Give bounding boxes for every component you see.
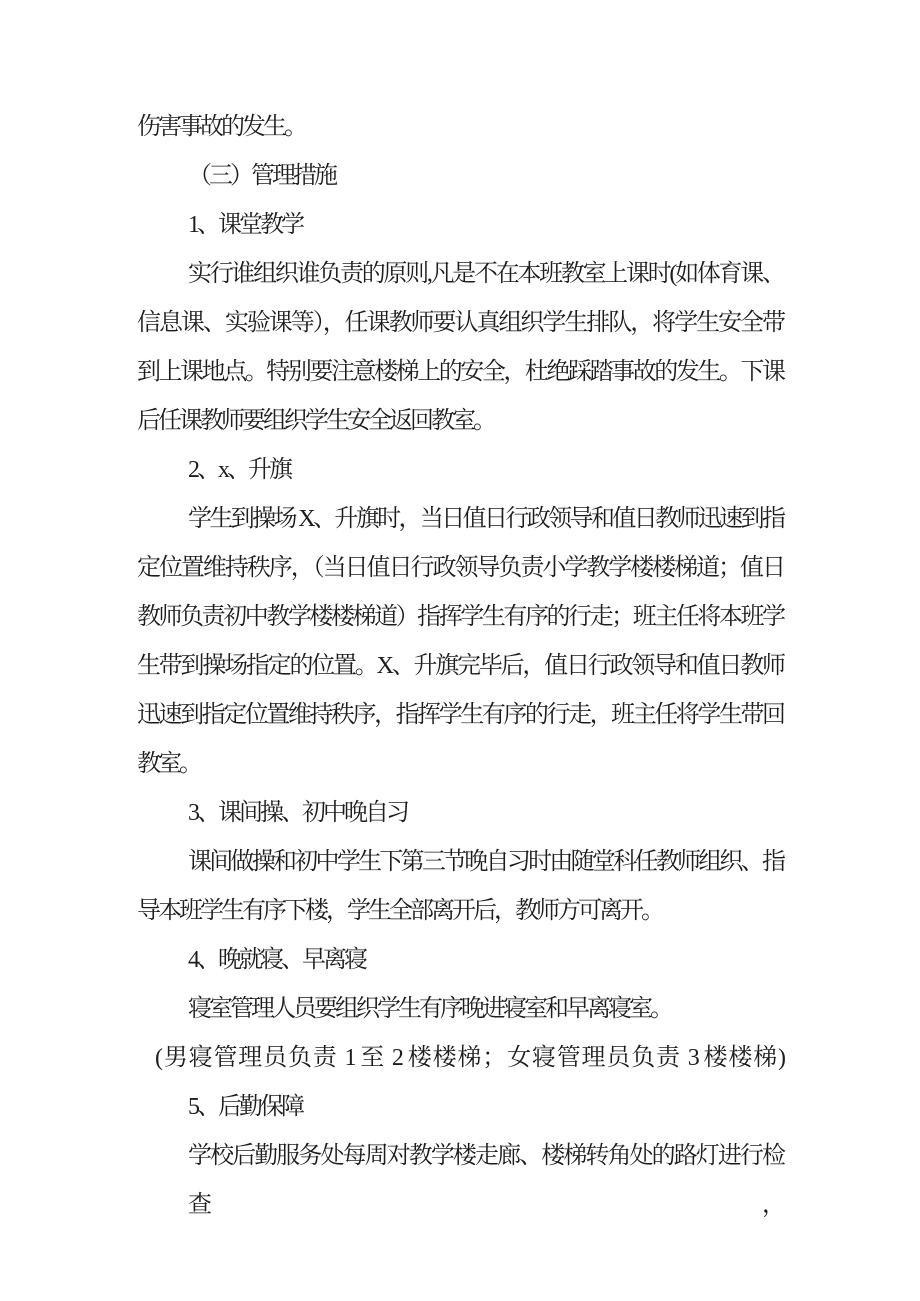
text-line: 学校后勤服务处每周对教学楼走廊、楼梯转角处的路灯进行检查， (188, 1143, 783, 1218)
text-line: 3、课间操、初中晚自习 (188, 800, 407, 826)
text-line: 5、后勤保障 (188, 1094, 302, 1120)
text-line: 2、x、升旗 (188, 457, 290, 483)
text-line: 信息课、实验课等），任课教师要认真组织学生排队，将学生安全带 (137, 310, 783, 336)
text-line: 4、晚就寝、早离寝 (188, 947, 365, 973)
document-body (137, 103, 783, 1218)
text-line: 寝室管理人员要组织学生有序晚进寝室和早离寝室。 (188, 996, 671, 1022)
text-line: 伤害事故的发生。 (137, 114, 305, 140)
text-line: 定位置维持秩序，（当日值日行政领导负责小学教学楼楼梯道；值日 (137, 555, 783, 581)
text-line: 迅速到指定位置维持秩序，指挥学生有序的行走，班主任将学生带回 (137, 702, 783, 728)
text-line: 1、课堂教学 (188, 212, 302, 238)
text-line: 实行谁组织谁负责的原则,凡是不在本班教室上课时(如体育课、 (188, 261, 783, 287)
text-line: 生带到操场指定的位置。X、升旗完毕后，值日行政领导和值日教师 (137, 653, 783, 679)
text-line: 课间做操和初中学生下第三节晚自习时由随堂科任教师组织、指 (188, 849, 783, 875)
text-line: (男寝管理员负责 1 至 2 楼楼梯；女寝管理员负责 3 楼楼梯) (155, 1045, 783, 1071)
text-line: 教师负责初中教学楼楼梯道）指挥学生有序的行走；班主任将本班学 (137, 604, 783, 630)
text-line: 到上课地点。特别要注意楼梯上的安全，杜绝踩踏事故的发生。下课 (137, 359, 783, 385)
text-line: 学生到操场 X、升旗时，当日值日行政领导和值日教师迅速到指 (188, 506, 783, 532)
text-line: （三）管理措施 (188, 163, 335, 189)
text-line: 后任课教师要组织学生安全返回教室。 (137, 408, 494, 434)
text-line: 导本班学生有序下楼，学生全部离开后，教师方可离开。 (137, 898, 662, 924)
text-line: 教室。 (137, 751, 200, 777)
